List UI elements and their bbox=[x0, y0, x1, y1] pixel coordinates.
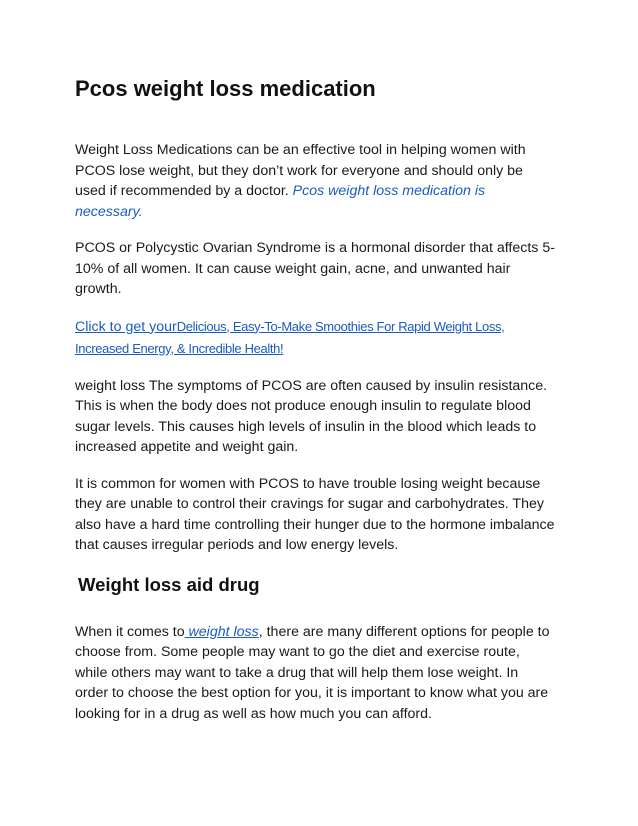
pcos-definition-paragraph: PCOS or Polycystic Ovarian Syndrome is a hormonal disorder that affects 5-10% of all women. It can cause weight gain, acne, and unwanted hair growth. bbox=[75, 240, 555, 297]
intro-text: Weight Loss Medications can be an effective tool in helping women with PCOS lose weight, but they don’t work for everyone and should only be used if recommended by a doctor. bbox=[75, 142, 526, 199]
page-title: Pcos weight loss medication bbox=[75, 76, 376, 101]
options-text-before: When it comes to bbox=[75, 623, 185, 640]
options-paragraph bbox=[75, 622, 555, 725]
smoothie-cta bbox=[75, 316, 555, 360]
document-page bbox=[75, 74, 555, 740]
insulin-resistance-paragraph: weight loss The symptoms of PCOS are often caused by insulin resistance. This is when the body does not produce enough insulin to regulate blood sugar levels. This causes high levels of insulin in the blood which leads to increased appetite and weight gain. bbox=[75, 377, 548, 455]
cravings-paragraph: It is common for women with PCOS to have trouble losing weight because they are unable to control their cravings for sugar and carbohydrates. They also have a hard time controlling their hunger due to the hormone imbalance that causes irregular periods and low energy levels. bbox=[75, 475, 555, 553]
pcos-medication-link[interactable]: Pcos weight loss medication is necessary. bbox=[75, 183, 486, 220]
cta-lead-link[interactable]: Click to get your bbox=[75, 318, 177, 335]
weight-loss-link[interactable]: weight loss bbox=[184, 623, 259, 640]
options-text-after: , there are many different options for people to choose from. Some people may want to go the diet and exercise route, while others may want to take a drug that will help them lose weight. In order to choose the best option for you, it is important to know what you are looking for in a drug as well as how much you can afford. bbox=[75, 623, 550, 722]
section-heading-weight-loss-aid: Weight loss aid drug bbox=[78, 573, 260, 595]
smoothie-offer-link[interactable]: Delicious, Easy-To-Make Smoothies For Rapid Weight Loss, Increased Energy, & Incredible Health! bbox=[75, 318, 505, 356]
intro-paragraph bbox=[75, 140, 555, 222]
